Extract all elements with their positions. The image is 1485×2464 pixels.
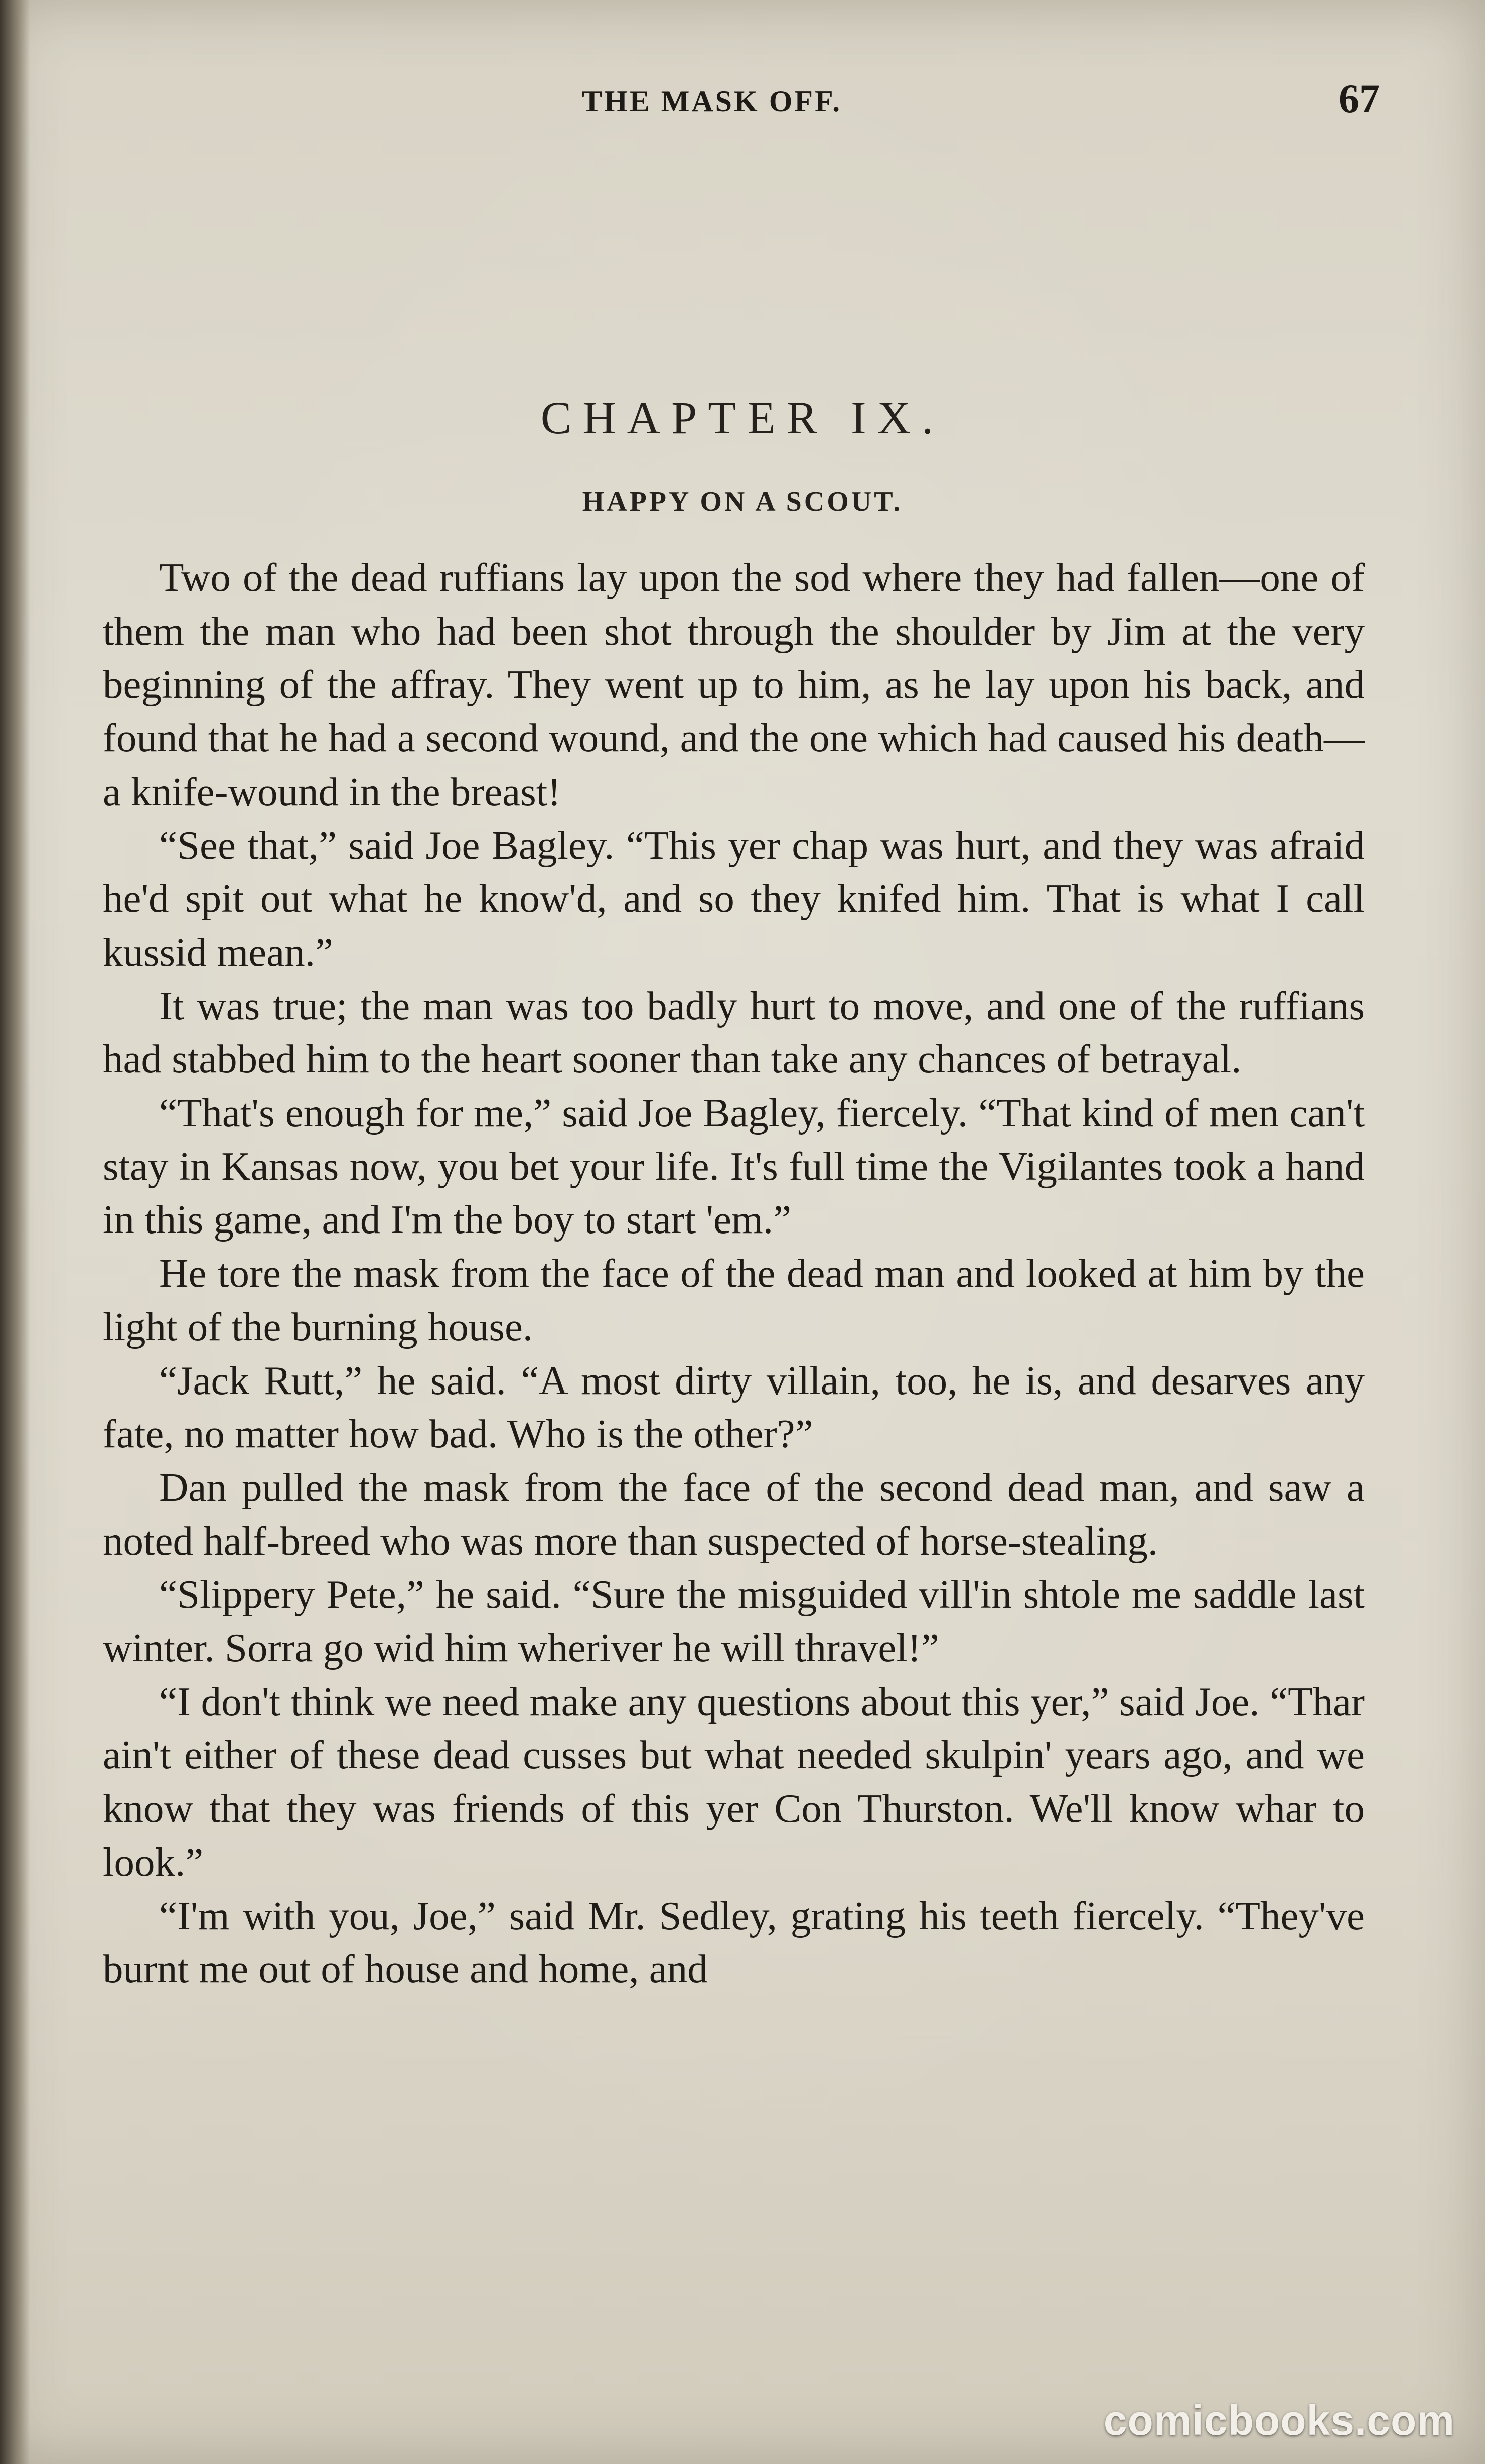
paragraph: He tore the mask from the face of the dead man and looked at him by the light of the burning house. xyxy=(103,1251,1365,1349)
paragraph: “I don't think we need make any questions about this yer,” said Joe. “Thar ain't either of these dead cusses but what needed skulpin' years ago, and we know that they was friends of this yer Con Thurston. We'll know whar to look.” xyxy=(103,1678,1365,1885)
chapter-subtitle: HAPPY ON A SCOUT. xyxy=(582,486,903,517)
body-text xyxy=(103,551,1365,1996)
running-head: THE MASK OFF. xyxy=(582,85,842,118)
chapter-title: CHAPTER IX. xyxy=(540,392,945,443)
paragraph: “That's enough for me,” said Joe Bagley, fiercely. “That kind of men can't stay in Kansas now, you bet your life. It's full time the Vigilantes took a hand in this game, and I'm the boy to start 'em.” xyxy=(103,1090,1365,1243)
paragraph: “Jack Rutt,” he said. “A most dirty villain, too, he is, and desarves any fate, no matter how bad. Who is the other?” xyxy=(103,1357,1365,1457)
page-header xyxy=(100,75,1380,125)
page-number: 67 xyxy=(1339,76,1380,121)
paragraph: It was true; the man was too badly hurt to move, and one of the ruffians had stabbed him to the heart sooner than take any chances of betrayal. xyxy=(103,983,1365,1082)
paragraph: “See that,” said Joe Bagley. “This yer chap was hurt, and they was afraid he'd spit out what he know'd, and so they knifed him. That is what I call kussid mean.” xyxy=(103,822,1365,975)
paragraph: “I'm with you, Joe,” said Mr. Sedley, grating his teeth fiercely. “They've burnt me out of house and home, and xyxy=(103,1893,1365,1992)
watermark: comicbooks.com xyxy=(1103,2397,1455,2444)
paragraph: Dan pulled the mask from the face of the second dead man, and saw a noted half-breed who was more than suspected of horse-stealing. xyxy=(103,1464,1365,1564)
paragraph: Two of the dead ruffians lay upon the sod where they had fallen—one of them the man who had been shot through the shoulder by Jim at the very beginning of the affray. They went up to him, as he lay upon his back, and found that he had a second wound, and the one which had caused his death—a knife-wound in the breast! xyxy=(103,555,1365,814)
paragraph: “Slippery Pete,” he said. “Sure the misguided vill'in shtole me saddle last winter. Sorra go wid him wheriver he will thravel!” xyxy=(103,1572,1365,1671)
binding-shadow xyxy=(0,0,30,2464)
